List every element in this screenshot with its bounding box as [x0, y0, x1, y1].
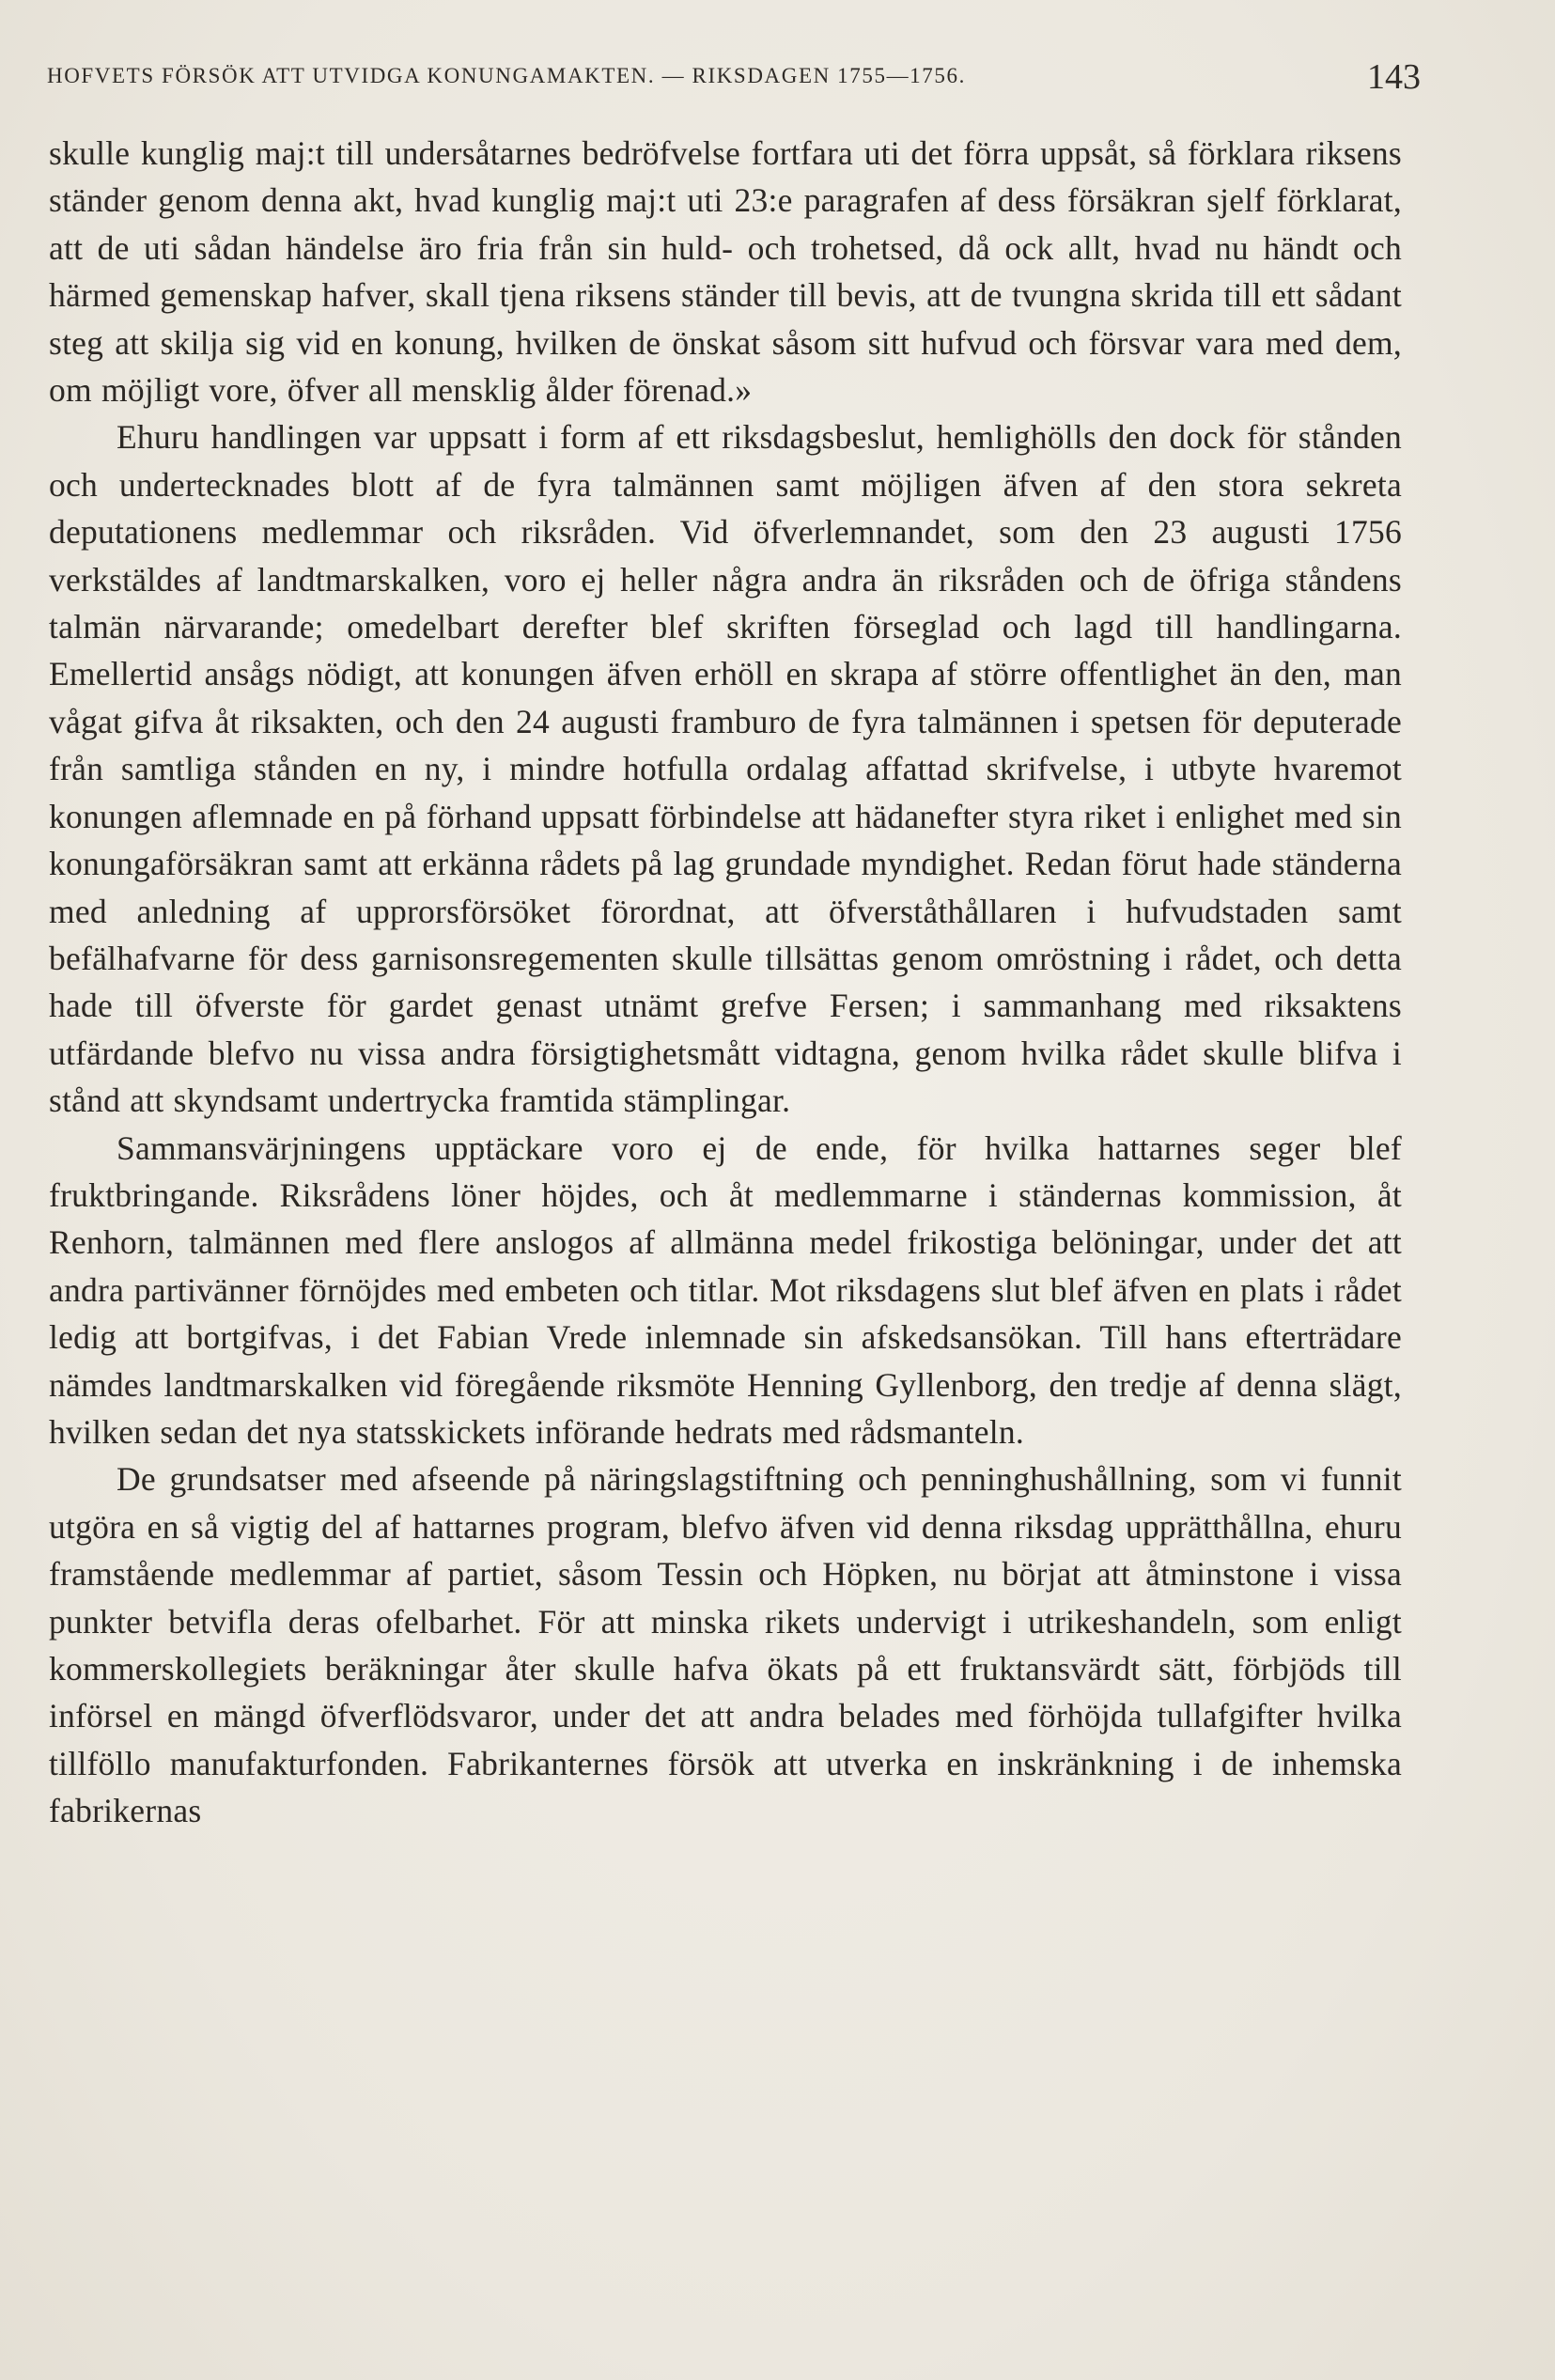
page-number: 143 [1367, 57, 1421, 97]
paragraph-continued: skulle kunglig maj:t till undersåtarnes bedröfvelse fortfara uti det förra uppsåt, så förklara riksens ständer genom denna akt, hvad kunglig maj:t uti 23:e paragrafen af dess försäkran sjelf förklarat, att de uti sådan händelse äro fria från sin huld- och trohetsed, då ock allt, hvad nu händt och härmed gemenskap hafver, skall tjena riksens ständer till bevis, att de tvungna skrida till ett sådant steg att skilja sig vid en konung, hvilken de önskat såsom sitt hufvud och försvar vara med dem, om möjligt vore, öfver all mensklig ålder förenad.» [49, 134, 1402, 410]
paragraph: Ehuru handlingen var uppsatt i form af ett riksdagsbeslut, hemlighölls den dock för stånden och undertecknades blott af de fyra talmännen samt möjligen äfven af den stora sekreta deputationens medlemmar och riksråden. Vid öfverlemnandet, som den 23 augusti 1756 verkstäldes af landtmarskalken, voro ej heller några andra än riksråden och de öfriga ståndens talmän närvarande; omedelbart derefter blef skriften förseglad och lagd till handlingarna. Emellertid ansågs nödigt, att konungen äfven erhöll en skrapa af större offentlighet än den, man vågat gifva åt riksakten, och den 24 augusti framburo de fyra talmännen i spetsen för deputerade från samtliga stånden en ny, i mindre hotfulla ordalag affattad skrifvelse, i utbyte hvaremot konungen aflemnade en på förhand uppsatt förbindelse att hädanefter styra riket i enlighet med sin konungaförsäkran samt att erkänna rådets på lag grundade myndighet. Redan förut hade ständerna med anledning af upprorsförsöket förordnat, att öfverståthållaren i hufvudstaden samt befälhafvarne för dess garnisonsregementen skulle tillsättas genom omröstning i rådet, och detta hade till öfverste för gardet genast utnämt grefve Fersen; i sammanhang med riksaktens utfärdande blefvo nu vissa andra försigtighetsmått vidtagna, genom hvilka rådet skulle blifva i stånd att skyndsamt undertrycka framtida stämplingar. [49, 418, 1402, 1120]
running-title: HOFVETS FÖRSÖK ATT UTVIDGA KONUNGAMAKTEN. — RIKSDAGEN 1755—1756. [47, 64, 966, 87]
running-header [47, 56, 1421, 97]
paragraph: De grundsatser med afseende på näringslagstiftning och penninghushållning, som vi funnit utgöra en så vigtig del af hattarnes program, blefvo äfven vid denna riksdag upprätthållna, ehuru framstående medlemmar af partiet, såsom Tessin och Höpken, nu börjat att åtminstone i vissa punkter betvifla deras ofelbarhet. För att minska rikets undervigt i utrikeshandeln, som enligt kommerskollegiets beräkningar åter skulle hafva ökats på ett fruktansvärdt sätt, förbjöds till införsel en mängd öfverflödsvaror, under det att andra belades med förhöjda tullafgifter hvilka tillföllo manufakturfonden. Fabrikanternes försök att utverka en inskränkning i de inhemska fabrikernas [49, 1460, 1402, 1830]
paragraph: Sammansvärjningens upptäckare voro ej de ende, för hvilka hattarnes seger blef fruktbringande. Riksrådens löner höjdes, och åt medlemmarne i ständernas kommission, åt Renhorn, talmännen med flere anslogos af allmänna medel frikostiga belöningar, under det att andra partivänner förnöjdes med embeten och titlar. Mot riksdagens slut blef äfven en plats i rådet ledig att bortgifvas, i det Fabian Vrede inlemnade sin afskedsansökan. Till hans efterträdare nämdes landtmarskalken vid föregående riksmöte Henning Gyllenborg, den tredje af denna slägt, hvilken sedan det nya statsskickets införande hedrats med rådsmanteln. [49, 1128, 1402, 1451]
body-text [49, 130, 1402, 1835]
